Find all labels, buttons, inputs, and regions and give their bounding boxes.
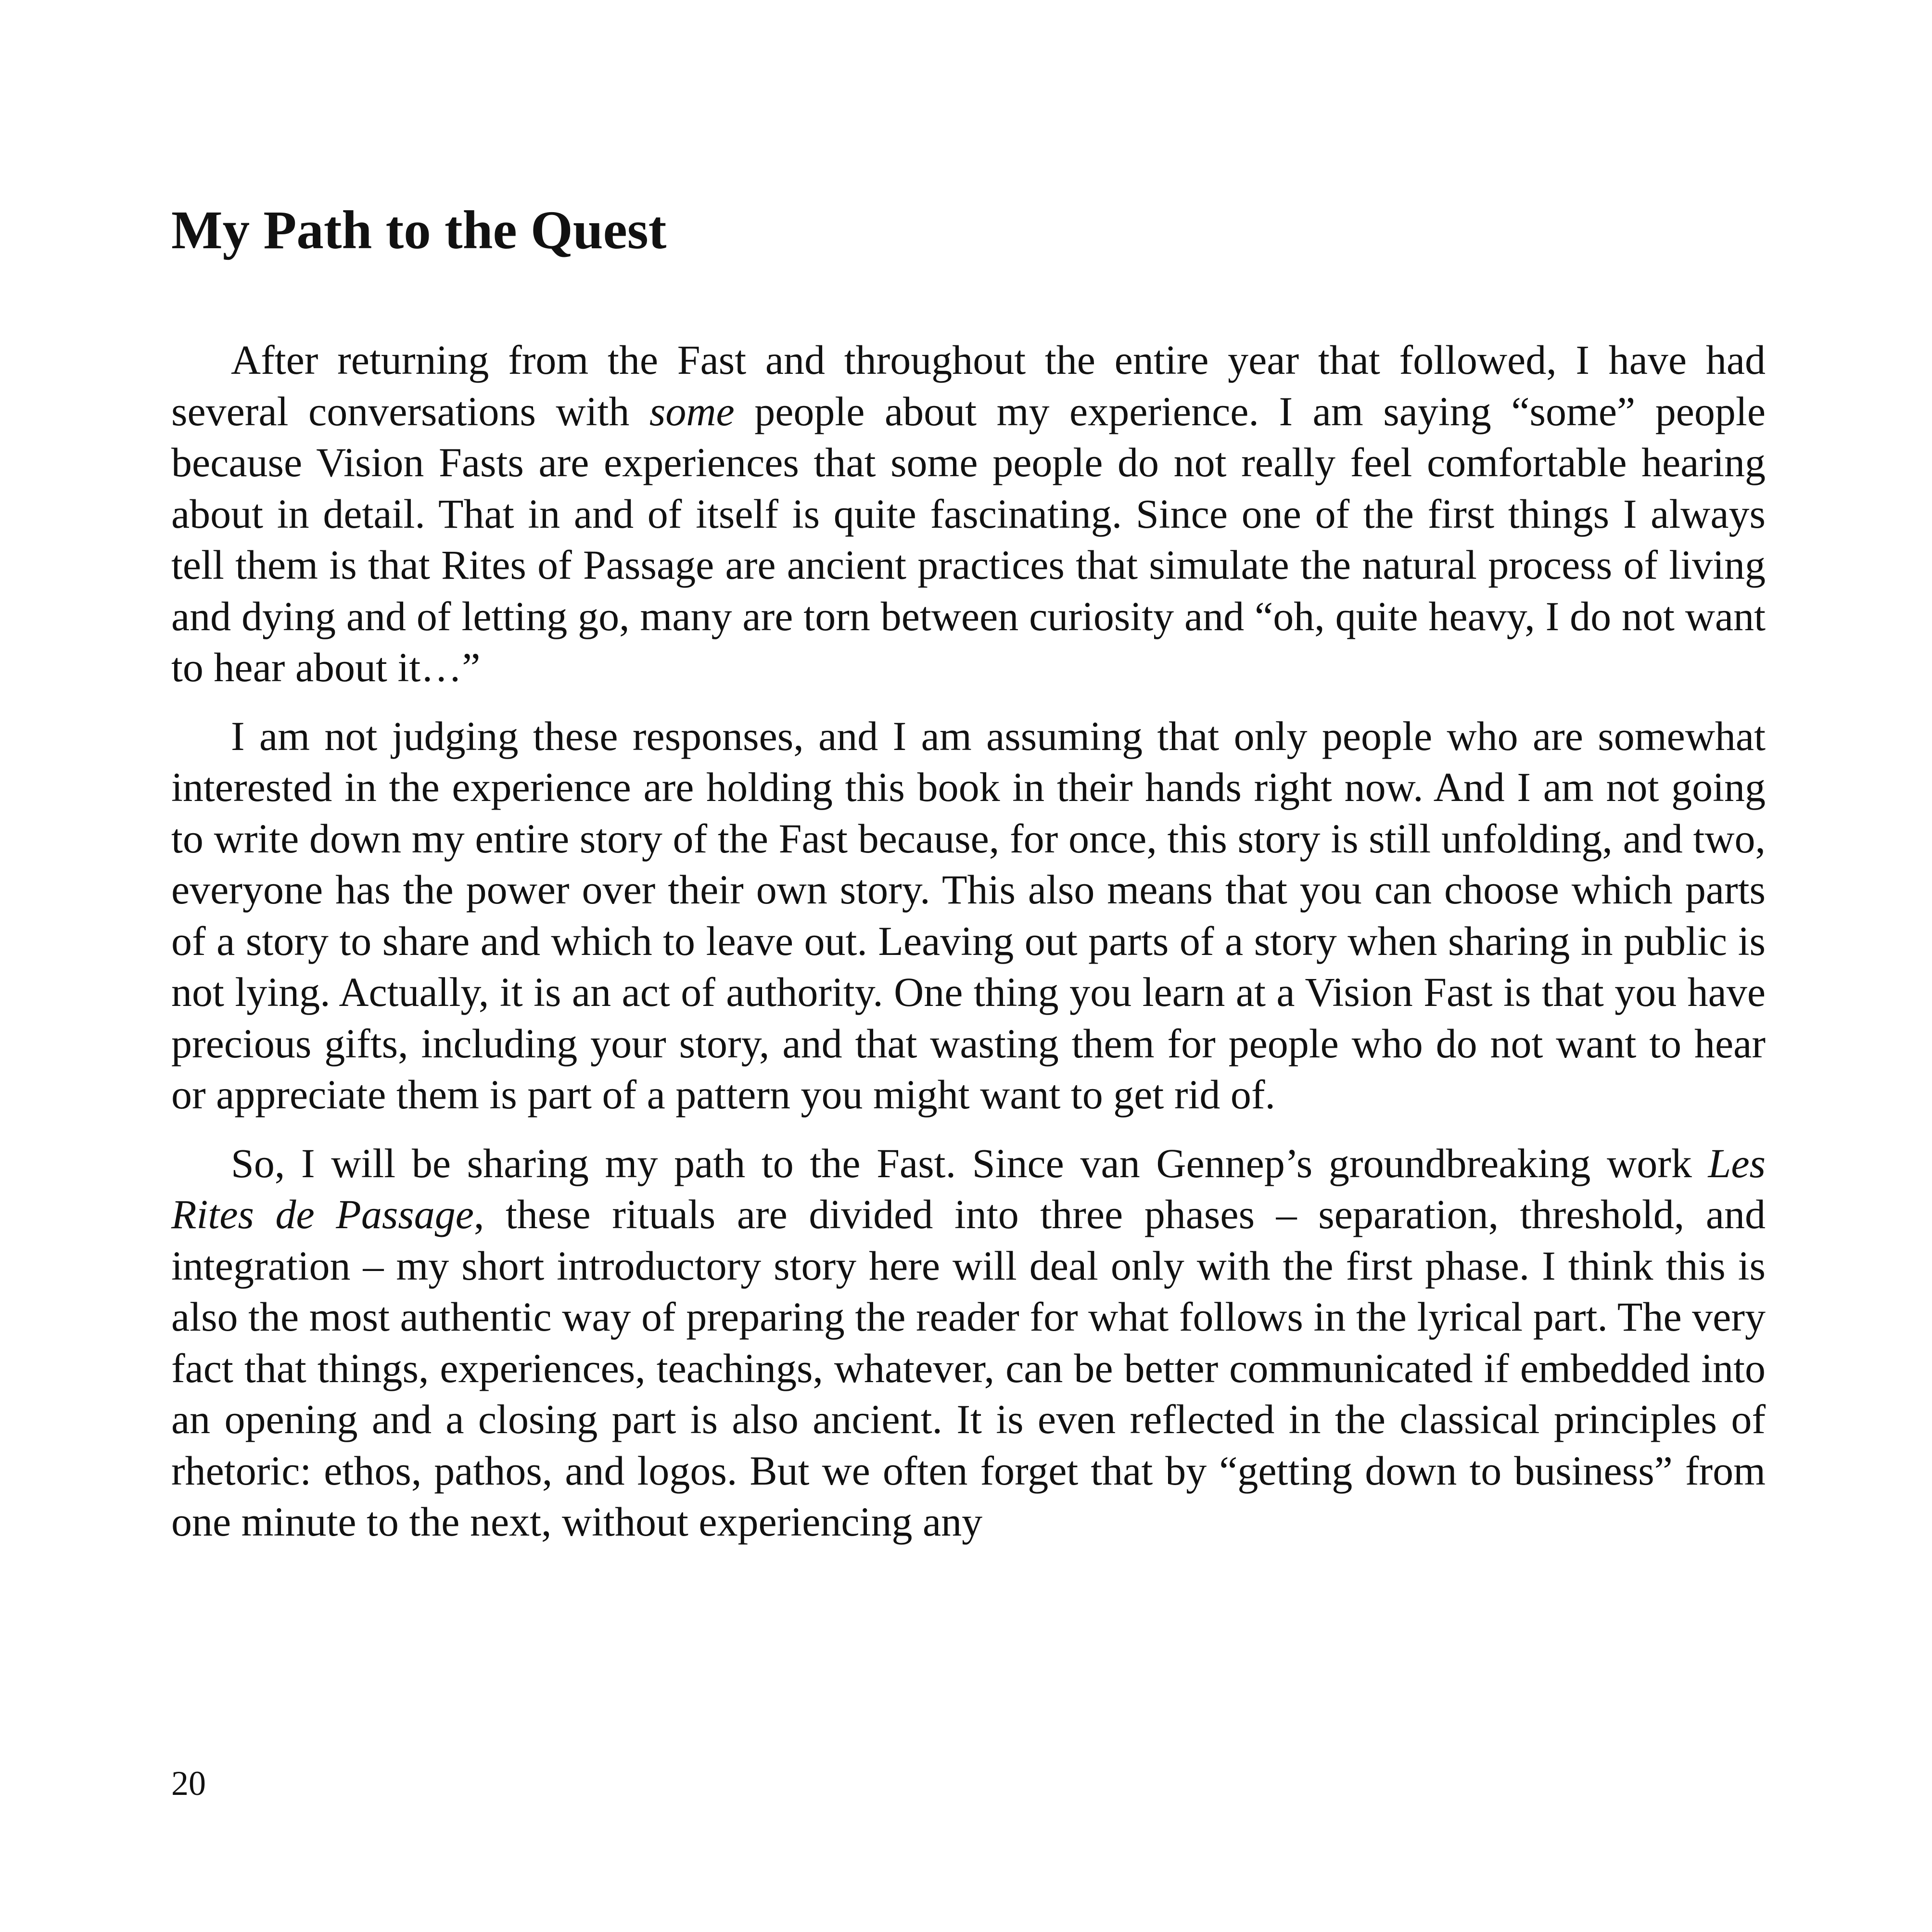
chapter-title: My Path to the Quest [171, 200, 667, 260]
paragraph-1-text-start: After returning from the Fast and throughout the entire year that followed, I have had several conversations with [171, 337, 1766, 434]
paragraph-1-emphasis: some [649, 388, 735, 434]
paragraph-1 [171, 334, 1766, 693]
paragraph-2: I am not judging these responses, and I am assuming that only people who are somewhat interested in the experience are holding this book in their hands right now. And I am not going to write down my entire story of the Fast because, for once, this story is still unfolding, and two, everyone has the power over their own story. This also means that you can choose which parts of a story to share and which to leave out. Leaving out parts of a story when sharing in public is not lying. Actually, it is an act of authority. One thing you learn at a Vision Fast is that you have precious gifts, including your story, and that wasting them for people who do not want to hear or appreciate them is part of a pattern you might want to get rid of. [171, 712, 1766, 1118]
paragraph-1-text-end: people about my experience. I am saying “some” people because Vision Fasts are experiences that some people do not really feel comfortable hearing about in detail. That in and of itself is quite fascinating. Since one of the first things I always tell them is that Rites of Passage are ancient practices that simulate the natural process of living and dying and of letting go, many are torn between curiosity and “oh, quite heavy, I do not want to hear about it…” [171, 388, 1766, 690]
paragraph-3-text-end: , these rituals are divided into three phases – separation, threshold, and integration – my short introductory story here will deal only with the first phase. I think this is also the most authentic way of preparing the reader for what follows in the lyrical part. The very fact that things, experiences, teachings, whatever, can be better communicated if embedded into an opening and a closing part is also ancient. It is even reflected in the classical principles of rhetoric: ethos, pathos, and logos. But we often forget that by “getting down to business” from one minute to the next, without experiencing any [171, 1191, 1766, 1545]
paragraph-3-text-start: So, I will be sharing my path to the Fast. Since van Gennep’s groundbreaking work [231, 1140, 1708, 1186]
page-number: 20 [171, 1764, 206, 1803]
paragraph-3-book-title: Les Rites de Passage [171, 1140, 1766, 1237]
paragraph-3 [171, 1138, 1766, 1548]
body-text [171, 334, 1766, 1565]
